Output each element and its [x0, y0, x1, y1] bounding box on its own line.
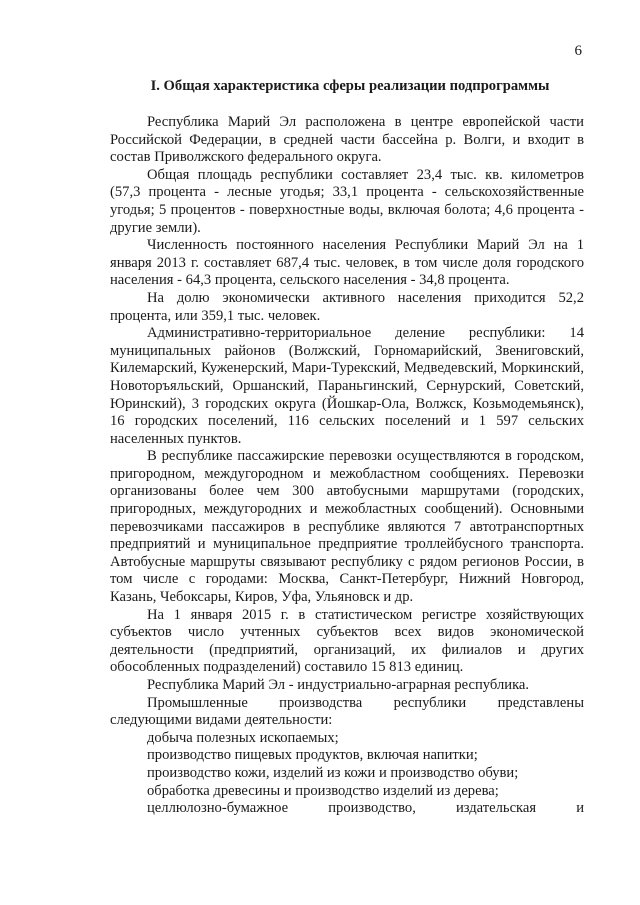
paragraph: Промышленные производства республики представлены следующими видами деятельности:: [110, 694, 584, 729]
list-item: обработка древесины и производство изделий из дерева;: [147, 782, 499, 799]
paragraph: На 1 января 2015 г. в статистическом регистре хозяйствующих субъектов число учтенных субъектов всех видов экономической деятельности (предприятий, организаций, их филиалов и других обособленных подразделений) составило 15 813 единиц.: [110, 606, 584, 676]
paragraph: Республика Марий Эл - индустриально-аграрная республика.: [147, 677, 530, 693]
paragraph: Численность постоянного населения Республики Марий Эл на 1 января 2013 г. составляет 687,4 тыс. человек, в том числе доля городского населения - 64,3 процента, сельского населения - 34,8 процента.: [110, 237, 584, 289]
paragraph: Административно-территориальное деление республики: 14 муниципальных районов (Волжский, Горномарийский, Звениговский, Килемарский, Куженерский, Мари-Турекский, Медведевский, Моркинский, Новоторъяльский, Оршанский, Параньгинский, Сернурский, Советский, Юринский), 3 городских округа (Йошкар-Ола, Волжск, Козьмодемьянск), 16 городских поселений, 116 сельских поселений и 1 597 сельских населенных пунктов.: [110, 325, 584, 447]
paragraph: Республика Марий Эл расположена в центре европейской части Российской Федерации, в средней части бассейна р. Волги, и входит в состав Приволжского федерального округа.: [110, 114, 584, 166]
page-number: 6: [574, 43, 582, 59]
list-item: производство пищевых продуктов, включая напитки;: [147, 747, 478, 764]
section-body: [110, 114, 584, 818]
paragraph: Общая площадь республики составляет 23,4 тыс. кв. километров (57,3 процента - лесные угодья; 33,1 процента - сельскохозяйственные угодья; 5 процентов - поверхностные воды, включая болота; 4,6 процента - другие земли).: [110, 166, 584, 236]
list-item: добыча полезных ископаемых;: [147, 729, 339, 746]
list-item: производство кожи, изделий из кожи и производство обуви;: [147, 764, 519, 781]
section-heading: I. Общая характеристика сферы реализации подпрограммы: [150, 78, 550, 94]
paragraph: На долю экономически активного населения приходится 52,2 процента, или 359,1 тыс. человек.: [110, 289, 584, 324]
paragraph: В республике пассажирские перевозки осуществляются в городском, пригородном, междугородном и межобластном сообщениях. Перевозки организованы более чем 300 автобусными маршрутами (городских, пригородных, междугородних и межобластных сообщений). Основными перевозчиками пассажиров в республике являются 7 автотранспортных предприятий и муниципальное предприятие троллейбусного транспорта. Автобусные маршруты связывают республику с рядом регионов России, в том числе с городами: Москва, Санкт-Петербург, Нижний Новгород, Казань, Чебоксары, Киров, Уфа, Ульяновск и др.: [110, 448, 584, 606]
list-item: целлюлозно-бумажное производство, издательская и: [147, 800, 584, 817]
